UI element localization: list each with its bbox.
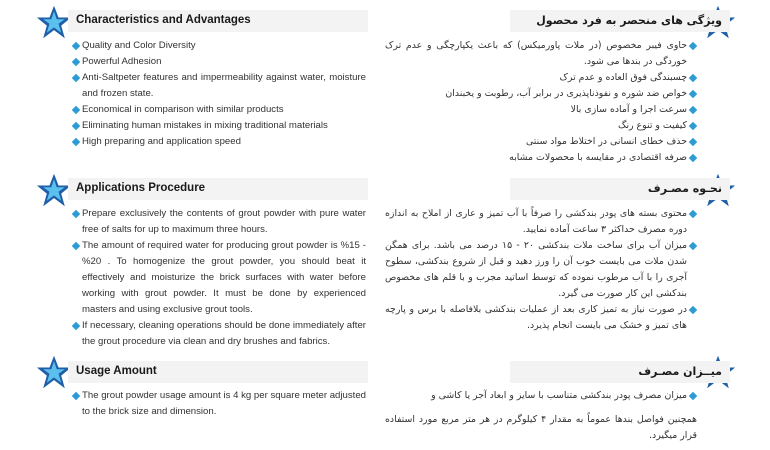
- diamond-bullet-icon: [72, 42, 80, 50]
- diamond-bullet-icon: [689, 210, 697, 218]
- list-item: Quality and Color Diversity: [72, 38, 366, 54]
- amount-title: میــزان مصـرف: [638, 365, 722, 378]
- list-item: میزان آب برای ساخت ملات بندکشی ۲۰ - ۱۵ درصد می باشد. برای همگن شدن ملات می بایست خوب آن را ورز دهید و قبل از شروع بندکشی، سطوح آجری را با آب مرطوب نموده که توسط اساتید مجرب و با قلم های مخصوص بندکشی این کار صورت می گیرد.: [385, 238, 697, 302]
- diamond-bullet-icon: [689, 122, 697, 130]
- list-item: کیفیت و تنوع رنگ: [385, 118, 697, 134]
- characteristics-title: Characteristics and Advantages: [76, 14, 251, 26]
- characteristics-header: [68, 10, 368, 32]
- procedure-header: [510, 178, 730, 200]
- diamond-bullet-icon: [72, 242, 80, 250]
- list-item: همچنین فواصل بندها عموماً به مقدار ۴ کیلوگرم در هر متر مربع مورد استفاده قرار میگیرد.: [385, 414, 697, 441]
- diamond-bullet-icon: [72, 322, 80, 330]
- list-item: Anti-Saltpeter features and impermeability against water, moisture and frozen state.: [72, 70, 366, 102]
- list-item: If necessary, cleaning operations should be done immediately after the grout procedure via clean and dry brushes and fabrics.: [72, 318, 366, 350]
- usage-header: [68, 361, 368, 383]
- amount-header: [510, 361, 730, 383]
- diamond-bullet-icon: [72, 106, 80, 114]
- features-list: [385, 38, 697, 166]
- diamond-bullet-icon: [72, 74, 80, 82]
- list-item: Prepare exclusively the contents of grout powder with pure water free of salts for up to maximum three hours.: [72, 206, 366, 238]
- list-item: محتوی بسته های پودر بندکشی را صرفاً با آب تمیز و عاری از املاح به اندازه دوره مصرف حداکثر ۳ ساعت آماده نمایید.: [385, 206, 697, 238]
- diamond-bullet-icon: [689, 74, 697, 82]
- applications-header: [68, 178, 368, 200]
- diamond-bullet-icon: [72, 138, 80, 146]
- list-item: Economical in comparison with similar products: [72, 102, 366, 118]
- list-item: The amount of required water for producing grout powder is %15 -%20 . To homogenize the grout powder, you should beat it effectively and moisturize the brick surfaces with water before working with grout powder. It must be done by experienced masters and using exclusive grout tools.: [72, 238, 366, 318]
- list-item: خواص ضد شوره و نفوذناپذیری در برابر آب، رطوبت و یخبندان: [385, 86, 697, 102]
- procedure-list: [385, 206, 697, 334]
- diamond-bullet-icon: [689, 242, 697, 250]
- diamond-bullet-icon: [689, 138, 697, 146]
- list-item: حاوی فیبر مخصوص (در ملات پاورمیکس) که باعث یکپارچگی و عدم ترک خوردگی در بندها می شود.: [385, 38, 697, 70]
- list-item: حذف خطای انسانی در اختلاط مواد سنتی: [385, 134, 697, 150]
- list-item: صرفه اقتصادی در مقایسه با محصولات مشابه: [385, 150, 697, 166]
- list-item: The grout powder usage amount is 4 kg per square meter adjusted to the brick size and dimension.: [72, 388, 366, 420]
- diamond-bullet-icon: [72, 392, 80, 400]
- list-item: Powerful Adhesion: [72, 54, 366, 70]
- list-item: میزان مصرف پودر بندکشی متناسب با سایز و ابعاد آجر یا کاشی و: [385, 388, 697, 404]
- applications-title: Applications Procedure: [76, 182, 206, 194]
- star-icon: [36, 354, 72, 390]
- features-title: ویژگی های منحصر به فرد محصول: [536, 14, 722, 27]
- list-item: High preparing and application speed: [72, 134, 366, 150]
- diamond-bullet-icon: [72, 210, 80, 218]
- characteristics-list: [72, 38, 366, 150]
- list-item: چسبندگی فوق العاده و عدم ترک: [385, 70, 697, 86]
- list-item: سرعت اجرا و آماده سازی بالا: [385, 102, 697, 118]
- diamond-bullet-icon: [689, 154, 697, 162]
- diamond-bullet-icon: [72, 122, 80, 130]
- diamond-bullet-icon: [72, 58, 80, 66]
- list-item: Eliminating human mistakes in mixing traditional materials: [72, 118, 366, 134]
- features-header: [510, 10, 730, 32]
- star-icon: [36, 172, 72, 208]
- diamond-bullet-icon: [689, 306, 697, 314]
- diamond-bullet-icon: [689, 90, 697, 98]
- list-item: در صورت نیاز به تمیز کاری بعد از عملیات بندکشی بلافاصله با برس و پارچه های تمیز و خشک می بایست انجام پذیرد.: [385, 302, 697, 334]
- diamond-bullet-icon: [689, 106, 697, 114]
- star-icon: [36, 4, 72, 40]
- diamond-bullet-icon: [689, 392, 697, 400]
- usage-title: Usage Amount: [76, 365, 157, 377]
- procedure-title: نحـوه مصـرف: [647, 182, 722, 195]
- amount-list: [385, 388, 697, 444]
- diamond-bullet-icon: [689, 42, 697, 50]
- persian-column: [385, 0, 770, 450]
- applications-list: [72, 206, 366, 350]
- usage-list: [72, 388, 366, 420]
